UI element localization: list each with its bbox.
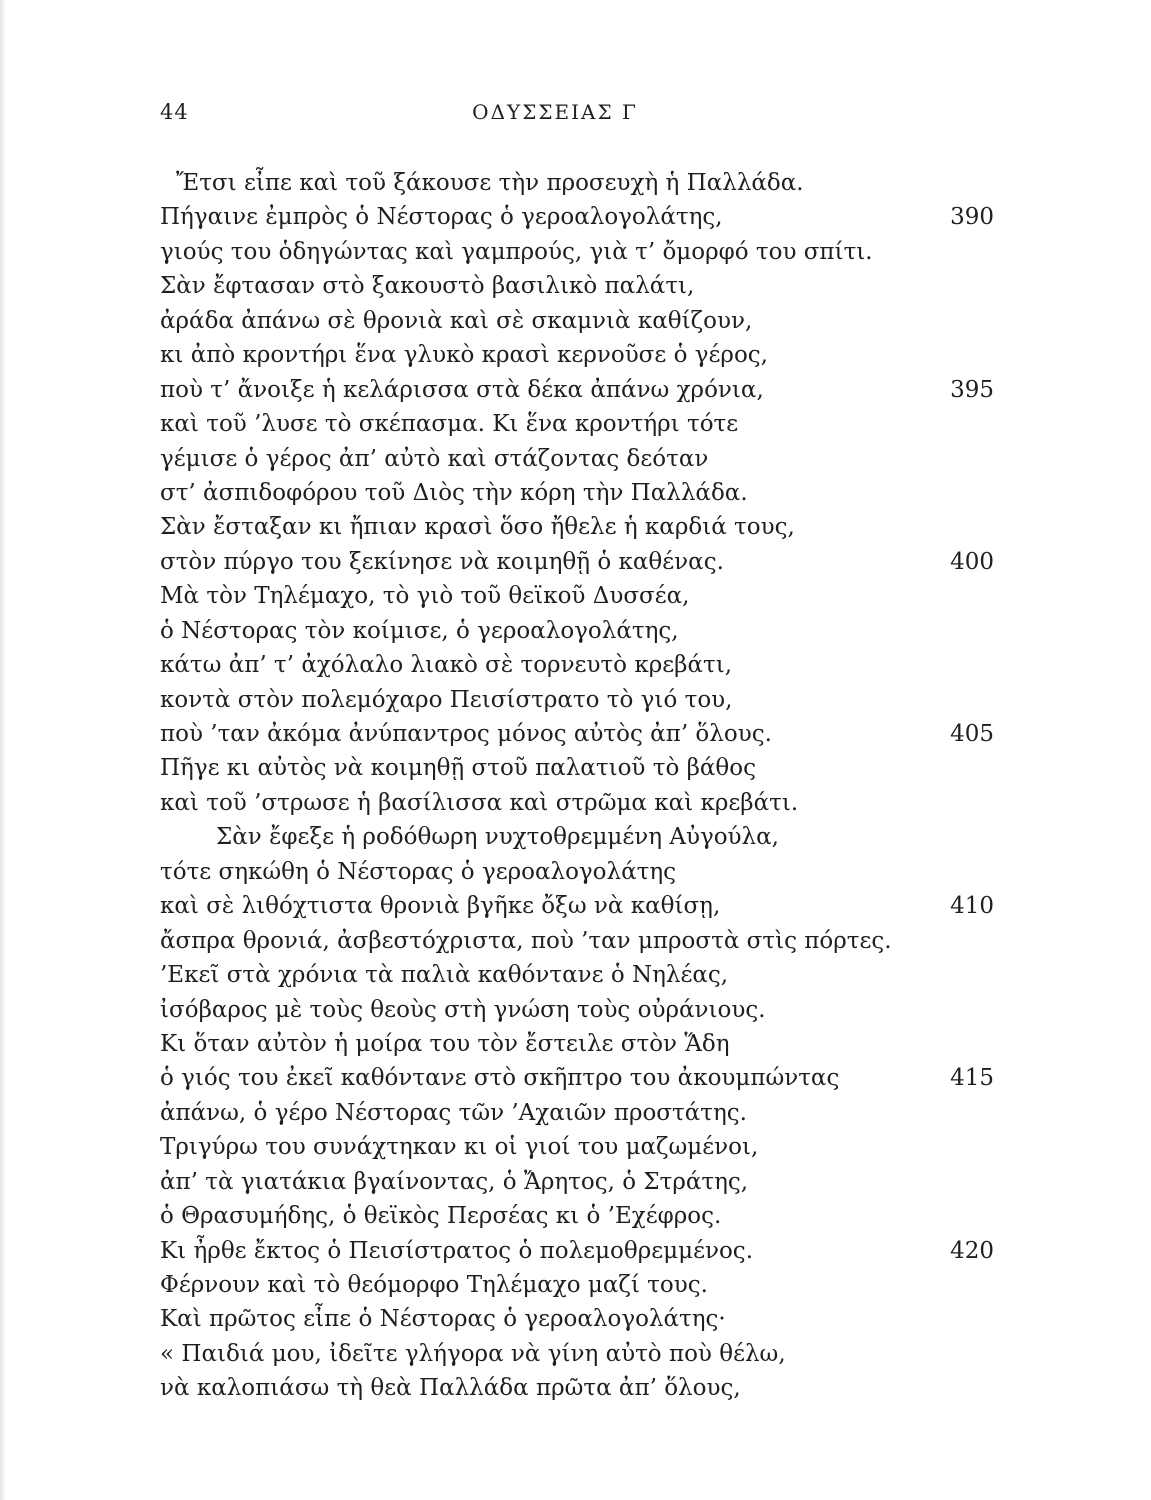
verse-text: ὁ Νέστορας τὸν κοίμισε, ὁ γεροαλογολάτης, (160, 617, 679, 644)
verse-text: νὰ καλοπιάσω τὴ θεὰ Παλλάδα πρῶτα ἀπ’ ὅλους, (160, 1375, 741, 1402)
verse-line (160, 200, 1000, 234)
verse-line (160, 1027, 1000, 1061)
verse-text: ἰσόβαρος μὲ τοὺς θεοὺς στὴ γνώση τοὺς οὐράνιους. (160, 996, 766, 1023)
verse-text: καὶ τοῦ ’στρωσε ἡ βασίλισσα καὶ στρῶμα καὶ κρεβάτι. (160, 789, 799, 816)
verse-text: κι ἀπὸ κροντήρι ἕνα γλυκὸ κρασὶ κερνοῦσε ὁ γέρος, (160, 342, 768, 369)
verse-line (160, 683, 1000, 717)
line-number: 390 (950, 204, 994, 231)
verse-line (160, 579, 1000, 613)
verse-line (160, 545, 1000, 579)
verse-text: στὸν πύργο του ξεκίνησε νὰ κοιμηθῇ ὁ καθένας. (160, 548, 724, 575)
verse-line (160, 648, 1000, 682)
line-number: 395 (950, 376, 994, 403)
verse-text: ὁ γιός του ἐκεῖ καθόντανε στὸ σκῆπτρο του ἀκουμπώντας (160, 1065, 840, 1092)
verse-text: ἀράδα ἀπάνω σὲ θρονιὰ καὶ σὲ σκαμνιὰ καθίζουν, (160, 307, 753, 334)
verse-text: Πήγαινε ἐμπρὸς ὁ Νέστορας ὁ γεροαλογολάτης, (160, 204, 723, 231)
verse-text: κάτω ἀπ’ τ’ ἀχόλαλο λιακὸ σὲ τορνευτὸ κρεβάτι, (160, 652, 733, 679)
verse-text: Φέρνουν καὶ τὸ θεόμορφο Τηλέμαχο μαζί τους. (160, 1272, 708, 1298)
verse-line (160, 1234, 1000, 1268)
verse-text: Μὰ τὸν Τηλέμαχο, τὸ γιὸ τοῦ θεϊκοῦ Δυσσέα, (160, 583, 690, 610)
verse-text: ἀπάνω, ὁ γέρο Νέστορας τῶν ’Αχαιῶν προστάτης. (160, 1099, 747, 1126)
verse-text: Καὶ πρῶτος εἶπε ὁ Νέστορας ὁ γεροαλογολάτης· (160, 1306, 726, 1333)
verse-line (160, 510, 1000, 544)
verse-line (160, 1096, 1000, 1130)
verse-line (160, 235, 1000, 269)
verse-line (160, 1199, 1000, 1233)
verse-text: ἄσπρα θρονιά, ἀσβεστόχριστα, ποὺ ’ταν μπροστὰ στὶς πόρτες. (160, 927, 892, 954)
verse-text: ἀπ’ τὰ γιατάκια βγαίνοντας, ὁ Ἄρητος, ὁ Στράτης, (160, 1168, 749, 1195)
verse-line (160, 993, 1000, 1027)
page-number: 44 (160, 100, 189, 124)
verse-line (160, 717, 1000, 751)
verse-text: Σὰν ἔφτασαν στὸ ξακουστὸ βασιλικὸ παλάτι, (160, 273, 695, 300)
verse-line (160, 855, 1000, 889)
line-number: 410 (950, 893, 994, 920)
line-number: 420 (950, 1237, 994, 1264)
line-number: 405 (950, 721, 994, 747)
verse-line (160, 1371, 1000, 1405)
verse-text: ’Εκεῖ στὰ χρόνια τὰ παλιὰ καθόντανε ὁ Νηλέας, (160, 962, 729, 989)
verse-text: Πῆγε κι αὐτὸς νὰ κοιμηθῇ στοῦ παλατιοῦ τὸ βάθος (160, 755, 757, 782)
page-edge-shadow (0, 0, 6, 1500)
verse-text: ποὺ ’ταν ἀκόμα ἀνύπαντρος μόνος αὐτὸς ἀπ’ ὅλους. (160, 721, 772, 747)
verse-text: Ἔτσι εἶπε καὶ τοῦ ξάκουσε τὴν προσευχὴ ἡ Παλλάδα. (176, 170, 804, 196)
verse-line (160, 958, 1000, 992)
verse-text: Σὰν ἔσταξαν κι ἤπιαν κρασὶ ὅσο ἤθελε ἡ καρδιά τους, (160, 514, 795, 541)
poem-text (160, 166, 1000, 1406)
verse-line (160, 1130, 1000, 1164)
verse-text: καὶ τοῦ ’λυσε τὸ σκέπασμα. Κι ἕνα κροντήρι τότε (160, 411, 739, 438)
verse-text: τότε σηκώθη ὁ Νέστορας ὁ γεροαλογολάτης (160, 858, 677, 885)
line-number: 415 (950, 1065, 994, 1092)
running-title: ΟΔΥΣΣΕΙΑΣ Γ (472, 100, 638, 124)
verse-line (160, 373, 1000, 407)
verse-line (160, 751, 1000, 785)
line-number: 400 (950, 548, 994, 575)
verse-line (160, 269, 1000, 303)
verse-line (160, 614, 1000, 648)
verse-line (160, 889, 1000, 923)
verse-text: Κι ὅταν αὐτὸν ἡ μοίρα του τὸν ἔστειλε στὸν Ἅδη (160, 1030, 730, 1057)
verse-line (160, 1165, 1000, 1199)
page-header (160, 100, 950, 130)
verse-text: Σὰν ἔφεξε ἡ ροδόθωρη νυχτοθρεμμένη Αὐγούλα, (216, 824, 779, 851)
verse-line (160, 1302, 1000, 1336)
verse-line (160, 304, 1000, 338)
verse-text: ὁ Θρασυμήδης, ὁ θεϊκὸς Περσέας κι ὁ ’Εχέφρος. (160, 1203, 722, 1230)
verse-text: γέμισε ὁ γέρος ἀπ’ αὐτὸ καὶ στάζοντας δεόταν (160, 445, 709, 472)
verse-line (160, 820, 1000, 854)
verse-line (160, 476, 1000, 510)
verse-line (160, 1268, 1000, 1302)
verse-text: καὶ σὲ λιθόχτιστα θρονιὰ βγῆκε ὄξω νὰ καθίσῃ, (160, 893, 721, 920)
verse-line (160, 442, 1000, 476)
verse-text: Κι ἦρθε ἔκτος ὁ Πεισίστρατος ὁ πολεμοθρεμμένος. (160, 1237, 754, 1264)
verse-text: κοντὰ στὸν πολεμόχαρο Πεισίστρατο τὸ γιό του, (160, 686, 733, 713)
verse-line (160, 338, 1000, 372)
verse-text: ποὺ τ’ ἄνοιξε ἡ κελάρισσα στὰ δέκα ἀπάνω χρόνια, (160, 376, 764, 403)
verse-line (160, 924, 1000, 958)
verse-line (160, 407, 1000, 441)
verse-line (160, 166, 1000, 200)
verse-line (160, 1337, 1000, 1371)
verse-line (160, 1061, 1000, 1095)
verse-line (160, 786, 1000, 820)
verse-text: γιούς του ὁδηγώντας καὶ γαμπρούς, γιὰ τ’ ὄμορφό του σπίτι. (160, 238, 873, 265)
verse-text: « Παιδιά μου, ἰδεῖτε γλήγορα νὰ γίνη αὐτὸ ποὺ θέλω, (160, 1340, 786, 1367)
verse-text: Τριγύρω του συνάχτηκαν κι οἱ γιοί του μαζωμένοι, (160, 1134, 759, 1161)
verse-text: στ’ ἀσπιδοφόρου τοῦ Διὸς τὴν κόρη τὴν Παλλάδα. (160, 479, 748, 506)
